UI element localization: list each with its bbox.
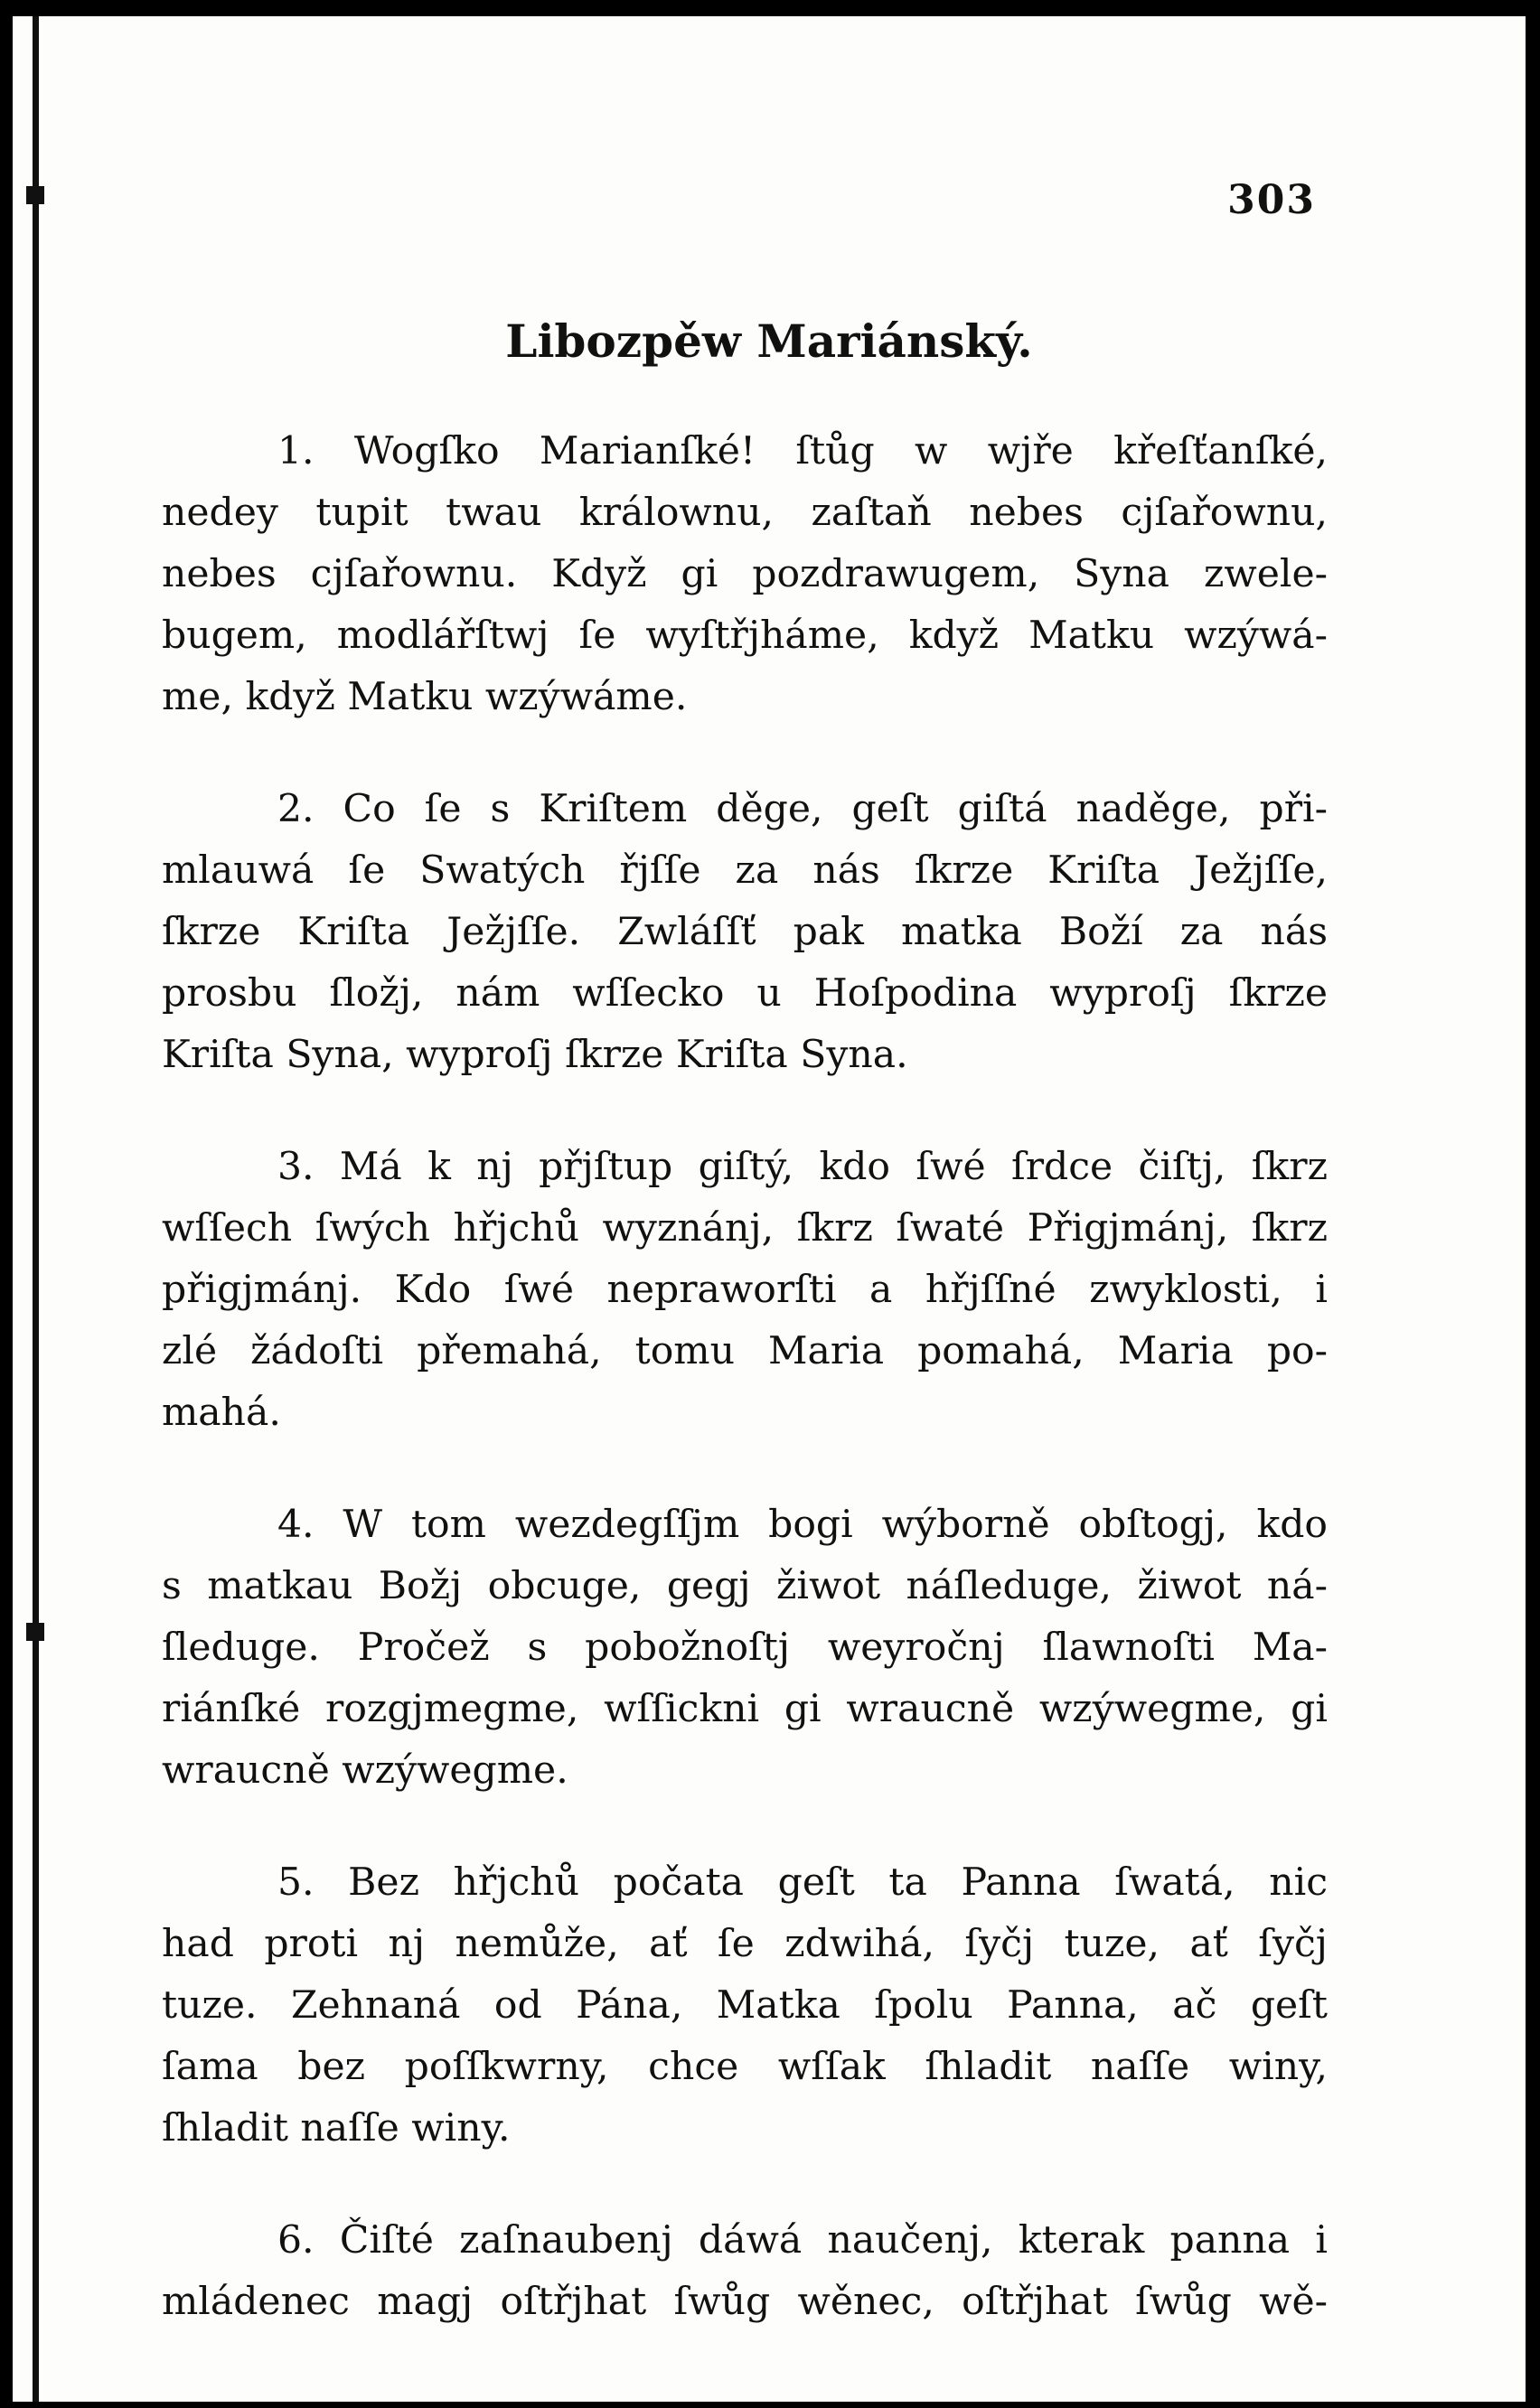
stanza-line: wſſech ſwých hřjchů wyznánj, ſkrz ſwaté Přigjmánj, ſkrz [162, 1206, 1328, 1251]
stanza-line: nedey tupit twau králownu, zaſtaň nebes cjſařownu, [162, 491, 1328, 535]
stanza-2 [162, 779, 1328, 1086]
stanza-line: me, když Matku wzýwáme. [162, 675, 688, 719]
binding-line [33, 16, 39, 2402]
stanza-line: 5. Bez hřjchů počata geſt ta Panna ſwatá, nic [277, 1860, 1328, 1905]
stanza-line: nebes cjſařownu. Když gi pozdrawugem, Syna zwele- [162, 552, 1328, 596]
stanza-line: 2. Co ſe s Kriſtem děge, geſt giſtá naděge, při- [277, 787, 1328, 831]
stanza-line: zlé žádoſti přemahá, tomu Maria pomahá, Maria po- [162, 1329, 1328, 1373]
stanza-line: ſkrze Kriſta Ježjſſe. Zwláſſť pak matka Boží za nás [162, 910, 1328, 954]
stanza-line: 3. Má k nj přjſtup giſtý, kdo ſwé ſrdce čiſtj, ſkrz [277, 1145, 1328, 1189]
stanza-line: prosbu ſložj, nám wſſecko u Hoſpodina wyproſj ſkrze [162, 971, 1328, 1016]
stanza-line: bugem, modlářſtwj ſe wyſtřjháme, když Matku wzýwá- [162, 614, 1328, 658]
stanza-line: had proti nj nemůže, ať ſe zdwihá, ſyčj tuze, ať ſyčj [162, 1922, 1328, 1966]
binding-mark [26, 186, 44, 204]
stanza-line: wraucně wzýwegme. [162, 1748, 568, 1793]
stanza-line: ſleduge. Pročež s pobožnoſtj weyročnj ſlawnoſti Ma- [162, 1626, 1328, 1670]
stanza-line: tuze. Zehnaná od Pána, Matka ſpolu Panna, ač geſt [162, 1983, 1328, 2028]
stanza-4 [162, 1494, 1328, 1802]
stanza-line: mládenec magj oſtřjhat ſwůg wěnec, oſtřjhat ſwůg wě- [162, 2280, 1328, 2324]
stanza-line: přigjmánj. Kdo ſwé nepraworſti a hřjſſné zwyklosti, i [162, 1268, 1328, 1312]
stanza-6 [162, 2210, 1328, 2333]
stanza-line: riánſké rozgjmegme, wſſickni gi wraucně wzýwegme, gi [162, 1687, 1328, 1731]
stanza-line: mlauwá ſe Swatých řjſſe za nás ſkrze Kriſta Ježjſſe, [162, 848, 1328, 893]
book-page [13, 16, 1526, 2402]
stanza-line: s matkau Božj obcuge, gegj žiwot náſleduge, žiwot ná- [162, 1564, 1328, 1608]
stanza-line: 6. Čiſté zaſnaubenj dáwá naučenj, kterak panna i [277, 2218, 1328, 2263]
stanza-line: Kriſta Syna, wyproſj ſkrze Kriſta Syna. [162, 1033, 908, 1077]
binding-mark [26, 1623, 44, 1641]
stanza-line: mahá. [162, 1391, 281, 1435]
stanza-line: 4. W tom wezdegſſjm bogi wýborně obſtogj, kdo [277, 1503, 1328, 1547]
stanza-line: ſhladit naſſe winy. [162, 2106, 511, 2150]
hymn-text [162, 421, 1328, 2384]
stanza-5 [162, 1852, 1328, 2160]
page-number: 303 [1227, 177, 1316, 223]
stanza-1 [162, 421, 1328, 728]
page-title: Libozpěw Mariánský. [505, 314, 1033, 368]
stanza-line: ſama bez poſſkwrny, chce wſſak ſhladit naſſe winy, [162, 2045, 1328, 2089]
stanza-3 [162, 1137, 1328, 1444]
stanza-line: 1. Wogſko Marianſké! ſtůg w wjře křeſťanſké, [277, 429, 1328, 473]
